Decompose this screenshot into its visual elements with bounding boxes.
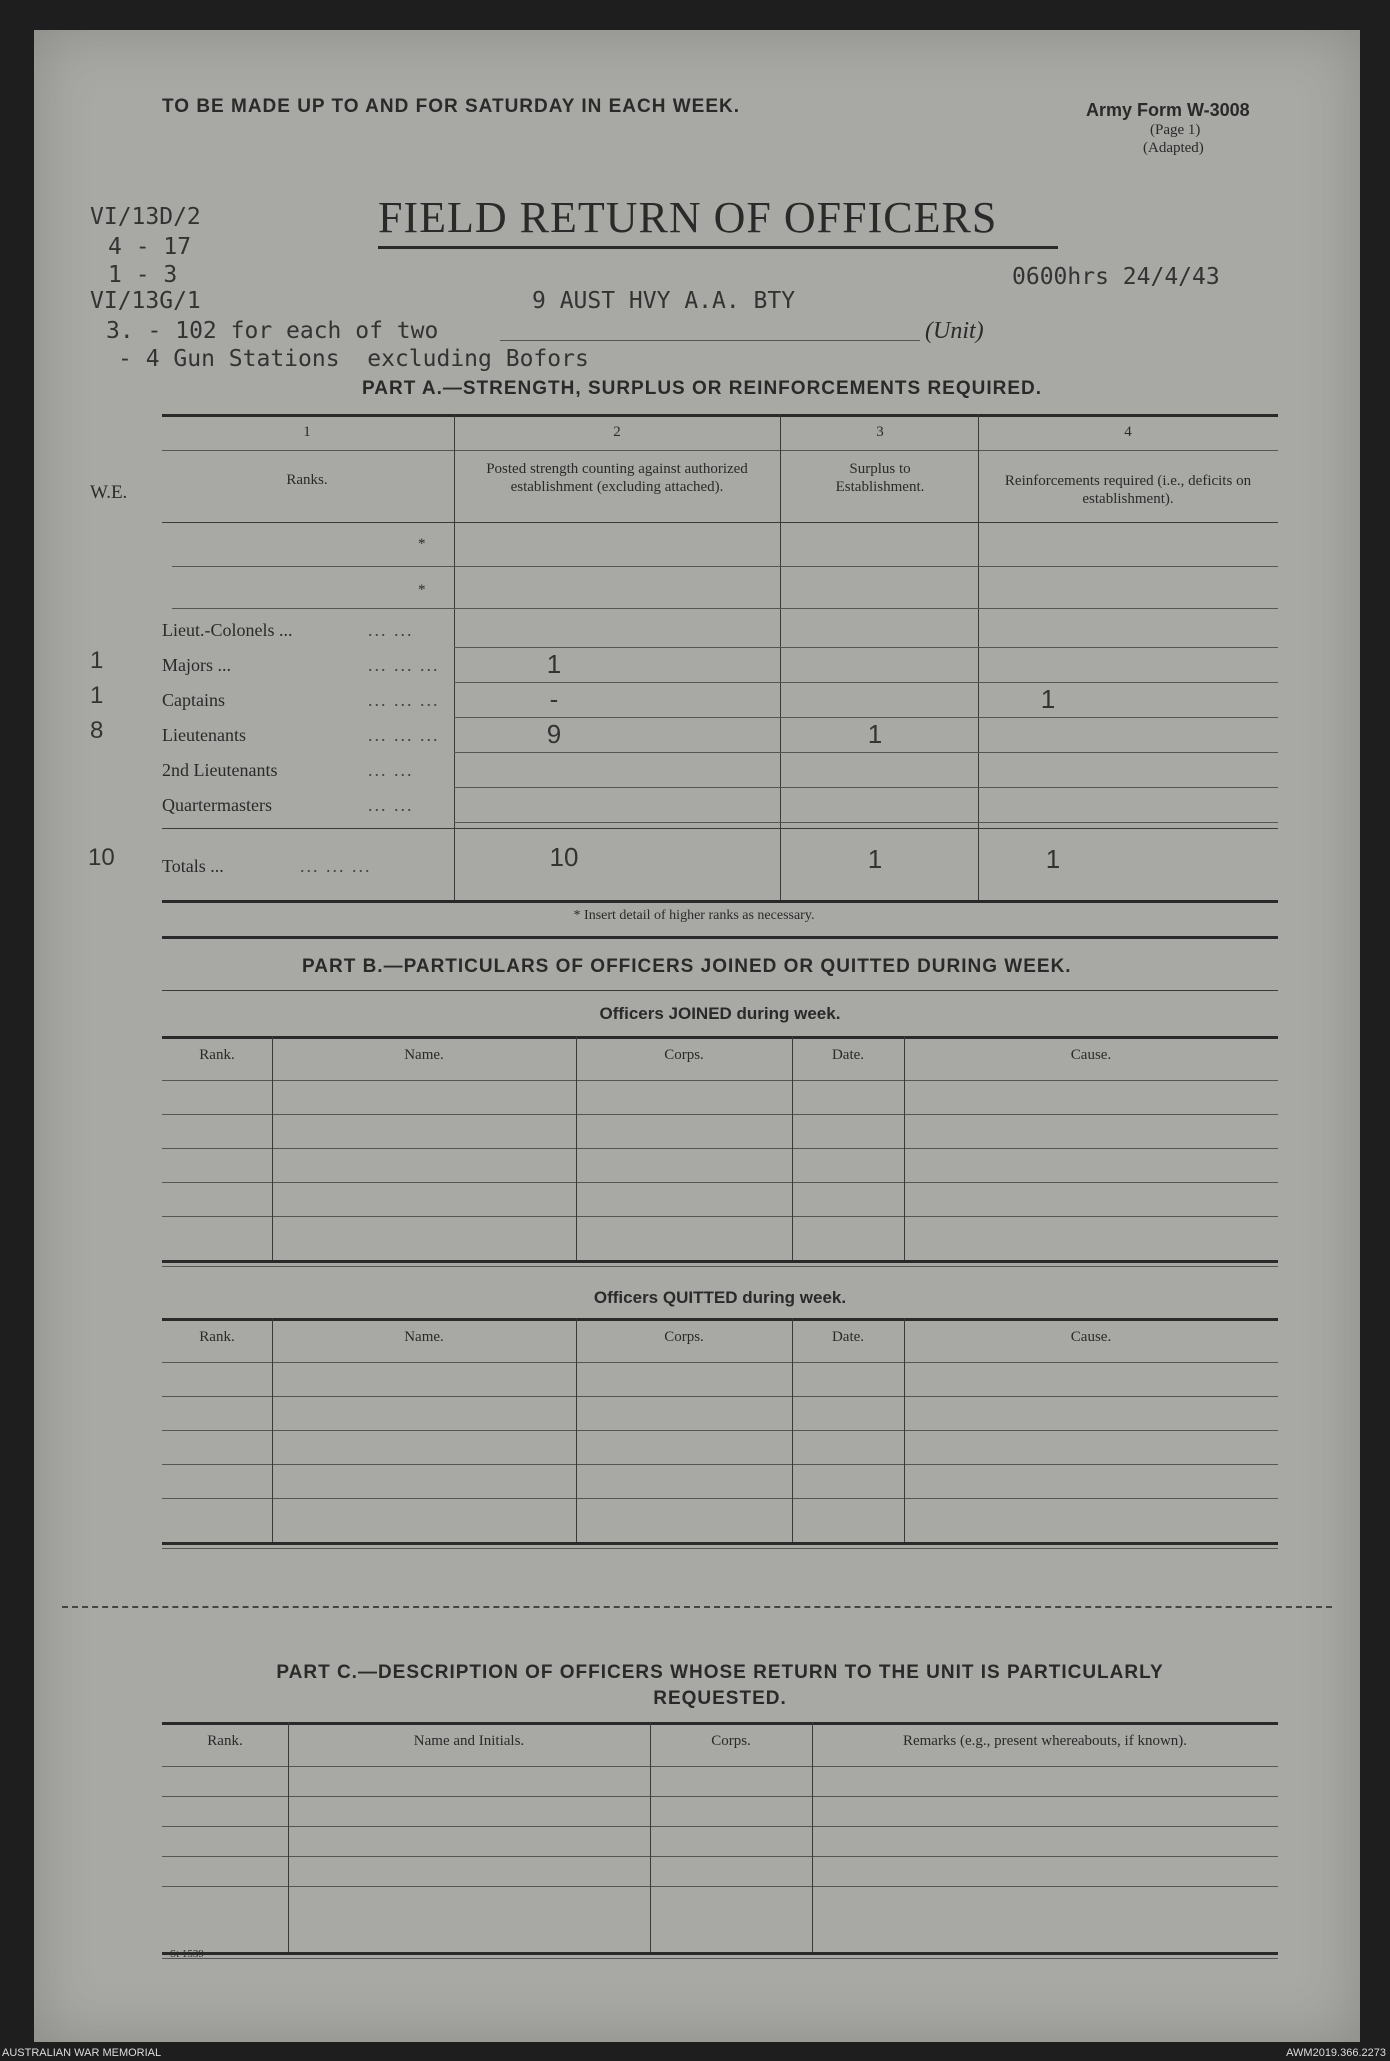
table-col-divider: [576, 1036, 577, 1260]
row-dots: ... ... ...: [368, 725, 440, 745]
table-row-rule: [162, 1886, 1278, 1887]
col-number-rule: [162, 450, 1278, 451]
table-row-rule: [162, 1498, 1278, 1499]
table-header-cell: Corps.: [664, 1329, 704, 1345]
header-surplus: Surplus to Establishment.: [835, 461, 925, 495]
row-we: 1: [90, 682, 104, 709]
table-header-cell: Name and Initials.: [413, 1733, 525, 1749]
table-col-divider: [792, 1036, 793, 1260]
table-bottom-rule: [162, 1542, 1278, 1545]
header-reinforcements: Reinforcements required (i.e., deficits on establishment).: [1004, 473, 1252, 507]
table-row-rule: [162, 1216, 1278, 1217]
table-row-rule: [162, 1430, 1278, 1431]
table-header-rule: [162, 1080, 1278, 1081]
totals-surplus: 1: [867, 844, 883, 874]
margin-note-3: 1 - 3: [108, 262, 178, 288]
totals-top-rule: [162, 828, 1278, 829]
table-col-divider: [650, 1722, 651, 1952]
table-header-cell: Corps.: [711, 1733, 751, 1749]
part-a-title: PART A.—STRENGTH, SURPLUS OR REINFORCEMENTS REQUIRED.: [362, 378, 1043, 399]
table-header-cell: Remarks (e.g., present whereabouts, if known).: [902, 1733, 1188, 1749]
table-col-divider: [272, 1318, 273, 1542]
table-bottom-rule-2: [162, 1958, 1278, 1959]
footer-right: AWM2019.366.2273: [1286, 2047, 1386, 2059]
row-dots: ... ...: [368, 620, 414, 640]
row-dots: ... ...: [368, 760, 414, 780]
unit-label: (Unit): [925, 318, 984, 344]
table-col-divider: [792, 1318, 793, 1542]
table-header-cell: Rank.: [199, 1329, 235, 1345]
totals-reinforcements: 1: [1045, 844, 1061, 874]
row-reinforcements: 1: [1040, 684, 1056, 714]
table-header-rule: [162, 1766, 1278, 1767]
header-posted: Posted strength counting against authorized establishment (excluding attached).: [486, 461, 748, 495]
table-bottom-rule: [162, 1952, 1278, 1955]
instruction-text: TO BE MADE UP TO AND FOR SATURDAY IN EACH WEEK.: [162, 96, 740, 117]
table-row-rule: [162, 1114, 1278, 1115]
table-bottom-rule-2: [162, 1266, 1278, 1267]
part-a-bottom-rule: [162, 936, 1278, 939]
margin-note-5: 3. - 102 for each of two: [106, 318, 439, 344]
table-bottom-rule: [162, 1260, 1278, 1263]
table-header-cell: Cause.: [1070, 1329, 1112, 1345]
star-marker-1: *: [418, 536, 426, 552]
form-code: St 1539: [170, 1948, 204, 1960]
table-row-rule: [162, 1796, 1278, 1797]
table-row-rule: [162, 1464, 1278, 1465]
row-posted: 1: [546, 649, 562, 679]
joined-top-rule: [162, 1036, 1278, 1039]
row-rank-label: Majors ...: [162, 655, 231, 675]
margin-note-6: - 4 Gun Stations excluding Bofors: [118, 346, 589, 372]
row-rank-label: Lieut.-Colonels ...: [162, 620, 293, 640]
star-marker-2: *: [418, 582, 426, 598]
header-ranks: Ranks.: [286, 472, 328, 488]
form-number: Army Form W-3008: [1086, 100, 1250, 120]
part-b-title-rule: [162, 990, 1278, 991]
unit-value: 9 AUST HVY A.A. BTY: [532, 288, 796, 314]
margin-note-2: 4 - 17: [108, 234, 192, 260]
row-rank-label: Lieutenants: [162, 725, 246, 745]
title-underline: [378, 246, 1058, 249]
table-row-rule: [162, 1856, 1278, 1857]
table-header-rule: [162, 1362, 1278, 1363]
part-c-title-line2: REQUESTED.: [653, 1688, 787, 1709]
table-col-divider: [272, 1036, 273, 1260]
we-label: W.E.: [90, 482, 128, 503]
row-dots: ... ... ...: [368, 690, 440, 710]
row-rule: [454, 822, 1278, 823]
form-page: (Page 1): [1150, 122, 1201, 138]
margin-note-1: VI/13D/2: [90, 204, 201, 230]
footer-left: AUSTRALIAN WAR MEMORIAL: [2, 2047, 162, 2059]
col-number-2: 2: [613, 424, 621, 440]
row-surplus: 1: [867, 719, 883, 749]
part-c-top-rule: [162, 1722, 1278, 1725]
table-row-rule: [162, 1826, 1278, 1827]
quitted-title: Officers QUITTED during week.: [593, 1288, 847, 1307]
table-header-cell: Rank.: [207, 1733, 243, 1749]
quitted-top-rule: [162, 1318, 1278, 1321]
totals-bottom-rule: [162, 900, 1278, 903]
row-we: 1: [90, 647, 104, 674]
header-rule: [162, 522, 1278, 523]
part-c-title-line1: PART C.—DESCRIPTION OF OFFICERS WHOSE RETURN TO THE UNIT IS PARTICULARLY: [276, 1662, 1164, 1683]
time-date: 0600hrs 24/4/43: [1012, 264, 1220, 290]
unit-underline: [500, 340, 920, 341]
table-row-rule: [162, 1148, 1278, 1149]
table-col-divider: [904, 1318, 905, 1542]
totals-we: 10: [88, 844, 115, 871]
totals-posted: 10: [549, 842, 579, 872]
part-a-top-rule: [162, 414, 1278, 417]
row-we: 8: [90, 717, 104, 744]
row-posted: 9: [546, 719, 562, 749]
table-row-rule: [162, 1182, 1278, 1183]
margin-note-4: VI/13G/1: [90, 288, 201, 314]
joined-title: Officers JOINED during week.: [599, 1004, 841, 1023]
table-header-cell: Name.: [404, 1047, 444, 1063]
col-number-1: 1: [303, 424, 311, 440]
totals-dots: ... ... ...: [300, 856, 372, 876]
table-col-divider: [812, 1722, 813, 1952]
row-dots: ... ...: [368, 795, 414, 815]
row-rule: [454, 647, 1278, 648]
row-rule: [454, 682, 1278, 683]
row-rule: [454, 717, 1278, 718]
table-bottom-rule-2: [162, 1548, 1278, 1549]
page-title: FIELD RETURN OF OFFICERS: [378, 193, 998, 242]
totals-label: Totals ...: [162, 856, 224, 876]
table-header-cell: Corps.: [664, 1047, 704, 1063]
table-header-cell: Rank.: [199, 1047, 235, 1063]
table-col-divider: [576, 1318, 577, 1542]
star-row-rule-2: [172, 608, 1278, 609]
table-header-cell: Name.: [404, 1329, 444, 1345]
part-a-footnote: * Insert detail of higher ranks as necessary.: [573, 908, 815, 923]
part-b-title: PART B.—PARTICULARS OF OFFICERS JOINED OR QUITTED DURING WEEK.: [302, 956, 1072, 977]
table-header-cell: Date.: [831, 1329, 865, 1345]
tear-line: [62, 1606, 1332, 1608]
table-col-divider: [288, 1722, 289, 1952]
row-posted: -: [549, 684, 559, 714]
row-rule: [454, 787, 1278, 788]
row-dots: ... ... ...: [368, 655, 440, 675]
star-row-rule-1: [172, 566, 1278, 567]
table-row-rule: [162, 1396, 1278, 1397]
col-number-3: 3: [876, 424, 884, 440]
col-number-4: 4: [1124, 424, 1132, 440]
row-rule: [454, 752, 1278, 753]
row-rank-label: Captains: [162, 690, 225, 710]
table-col-divider: [904, 1036, 905, 1260]
form-adapted: (Adapted): [1143, 140, 1204, 156]
row-rank-label: Quartermasters: [162, 795, 272, 815]
table-header-cell: Cause.: [1070, 1047, 1112, 1063]
row-rank-label: 2nd Lieutenants: [162, 760, 278, 780]
table-header-cell: Date.: [831, 1047, 865, 1063]
